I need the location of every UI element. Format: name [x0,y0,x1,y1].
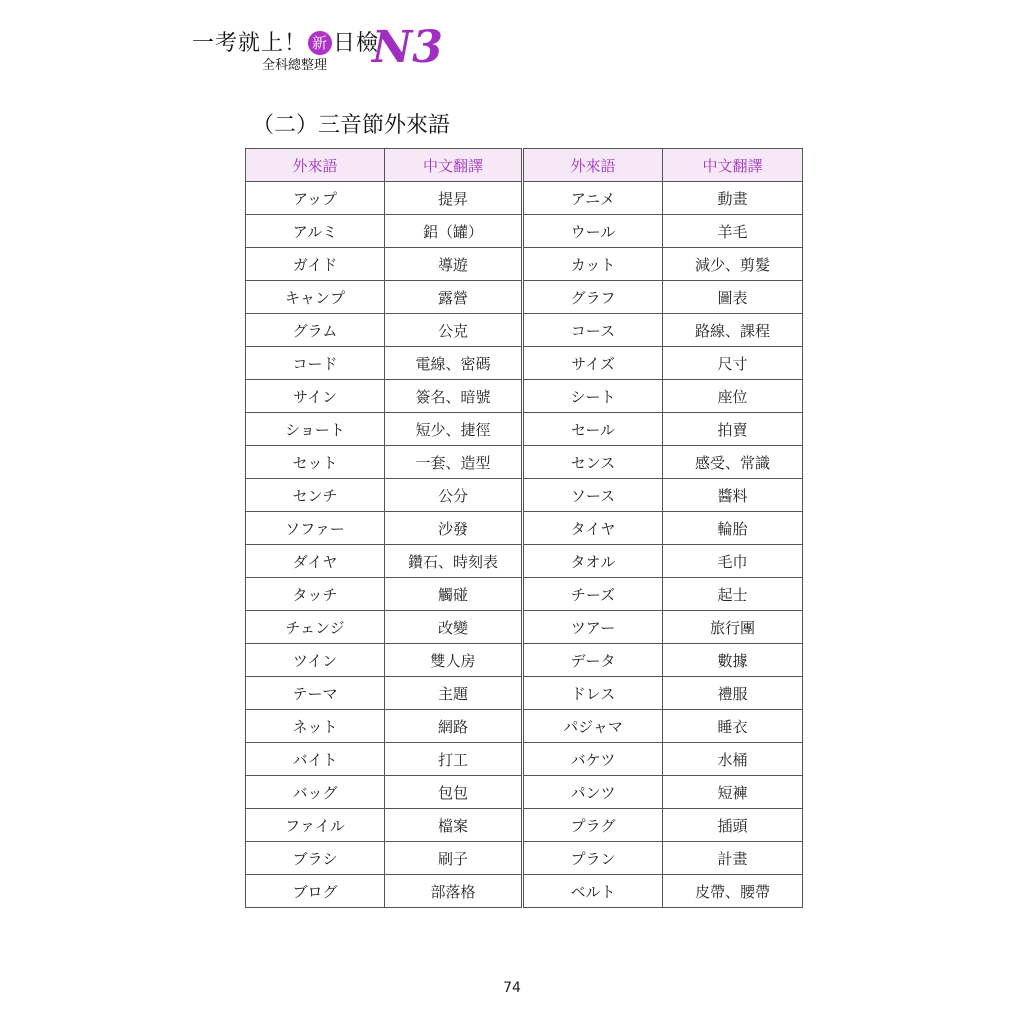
table-row [246,578,803,611]
header-translation-left: 中文翻譯 [385,149,523,182]
level-logo: N3 [372,22,443,73]
cell-translation-right: 尺寸 [663,347,803,380]
book-title [192,26,379,57]
cell-translation-right: 輪胎 [663,512,803,545]
cell-translation-left: 沙發 [385,512,523,545]
cell-loanword-left: バイト [246,743,385,776]
cell-loanword-right: ウール [523,215,663,248]
table-row [246,776,803,809]
table-row [246,380,803,413]
table-row [246,611,803,644]
table-row [246,281,803,314]
table-row [246,446,803,479]
cell-loanword-left: ファイル [246,809,385,842]
cell-translation-left: 檔案 [385,809,523,842]
cell-loanword-right: サイズ [523,347,663,380]
cell-translation-right: 睡衣 [663,710,803,743]
table-row [246,677,803,710]
cell-translation-left: 網路 [385,710,523,743]
cell-loanword-left: タッチ [246,578,385,611]
cell-translation-left: 一套、造型 [385,446,523,479]
cell-translation-right: 減少、剪髮 [663,248,803,281]
cell-translation-right: 路線、課程 [663,314,803,347]
cell-translation-left: 露營 [385,281,523,314]
cell-loanword-left: ソファー [246,512,385,545]
cell-translation-right: 座位 [663,380,803,413]
table-row [246,347,803,380]
cell-loanword-left: コード [246,347,385,380]
section-title: （二）三音節外來語 [252,113,451,138]
vocab-table [245,148,803,908]
cell-loanword-left: ツイン [246,644,385,677]
book-subtitle: 全科總整理 [262,58,328,73]
cell-translation-right: 羊毛 [663,215,803,248]
table-row [246,182,803,215]
cell-translation-left: 打工 [385,743,523,776]
cell-loanword-right: ツアー [523,611,663,644]
cell-translation-right: 圖表 [663,281,803,314]
cell-loanword-left: ダイヤ [246,545,385,578]
cell-translation-left: 雙人房 [385,644,523,677]
cell-loanword-left: ブラシ [246,842,385,875]
cell-loanword-left: センチ [246,479,385,512]
cell-translation-left: 導遊 [385,248,523,281]
cell-translation-right: 禮服 [663,677,803,710]
cell-loanword-left: アルミ [246,215,385,248]
book-title-part2: 日檢 [333,31,380,56]
table-row [246,545,803,578]
cell-loanword-right: ベルト [523,875,663,908]
cell-translation-left: 公克 [385,314,523,347]
cell-loanword-left: セット [246,446,385,479]
table-row [246,743,803,776]
cell-translation-right: 毛巾 [663,545,803,578]
cell-loanword-right: コース [523,314,663,347]
book-title-part1: 一考就上！ [192,31,308,56]
cell-loanword-right: タオル [523,545,663,578]
page-number: 74 [503,980,521,996]
cell-loanword-right: バケツ [523,743,663,776]
cell-loanword-right: ドレス [523,677,663,710]
cell-translation-right: 水桶 [663,743,803,776]
cell-translation-left: 主題 [385,677,523,710]
cell-loanword-left: ガイド [246,248,385,281]
cell-loanword-left: ショート [246,413,385,446]
cell-loanword-left: ネット [246,710,385,743]
cell-translation-right: 動畫 [663,182,803,215]
table-row [246,809,803,842]
cell-translation-right: 旅行團 [663,611,803,644]
cell-translation-left: 鑽石、時刻表 [385,545,523,578]
cell-translation-left: 短少、捷徑 [385,413,523,446]
cell-loanword-left: チェンジ [246,611,385,644]
table-row [246,215,803,248]
cell-translation-right: 插頭 [663,809,803,842]
new-badge: 新 [308,31,332,55]
cell-translation-left: 刷子 [385,842,523,875]
cell-loanword-right: グラフ [523,281,663,314]
cell-translation-right: 拍賣 [663,413,803,446]
cell-loanword-right: シート [523,380,663,413]
cell-translation-right: 醬料 [663,479,803,512]
cell-translation-right: 短褲 [663,776,803,809]
cell-loanword-left: アップ [246,182,385,215]
cell-loanword-left: キャンプ [246,281,385,314]
cell-translation-right: 皮帶、腰帶 [663,875,803,908]
cell-loanword-right: ソース [523,479,663,512]
cell-loanword-right: セール [523,413,663,446]
table-row [246,248,803,281]
cell-translation-right: 數據 [663,644,803,677]
header-loanword-right: 外來語 [523,149,663,182]
cell-loanword-right: パンツ [523,776,663,809]
table-row [246,710,803,743]
cell-loanword-right: タイヤ [523,512,663,545]
table-row [246,413,803,446]
cell-translation-left: 改變 [385,611,523,644]
cell-loanword-right: アニメ [523,182,663,215]
cell-loanword-right: データ [523,644,663,677]
header-loanword-left: 外來語 [246,149,385,182]
cell-loanword-right: センス [523,446,663,479]
cell-loanword-right: プラグ [523,809,663,842]
cell-loanword-right: プラン [523,842,663,875]
cell-loanword-left: サイン [246,380,385,413]
cell-translation-left: 公分 [385,479,523,512]
book-header [192,22,452,82]
header-translation-right: 中文翻譯 [663,149,803,182]
cell-loanword-left: グラム [246,314,385,347]
table-row [246,842,803,875]
cell-loanword-right: チーズ [523,578,663,611]
cell-translation-right: 感受、常識 [663,446,803,479]
cell-loanword-left: テーマ [246,677,385,710]
vocab-table-body [246,182,803,908]
cell-loanword-right: パジャマ [523,710,663,743]
table-row [246,875,803,908]
cell-loanword-left: ブログ [246,875,385,908]
cell-translation-right: 計畫 [663,842,803,875]
table-row [246,512,803,545]
cell-translation-left: 提昇 [385,182,523,215]
table-header-row [246,149,803,182]
cell-translation-left: 電線、密碼 [385,347,523,380]
cell-translation-left: 鋁（罐） [385,215,523,248]
table-row [246,479,803,512]
cell-translation-left: 部落格 [385,875,523,908]
cell-loanword-right: カット [523,248,663,281]
cell-translation-left: 包包 [385,776,523,809]
cell-translation-left: 簽名、暗號 [385,380,523,413]
cell-translation-left: 觸碰 [385,578,523,611]
cell-translation-right: 起士 [663,578,803,611]
table-row [246,314,803,347]
cell-loanword-left: バッグ [246,776,385,809]
table-row [246,644,803,677]
